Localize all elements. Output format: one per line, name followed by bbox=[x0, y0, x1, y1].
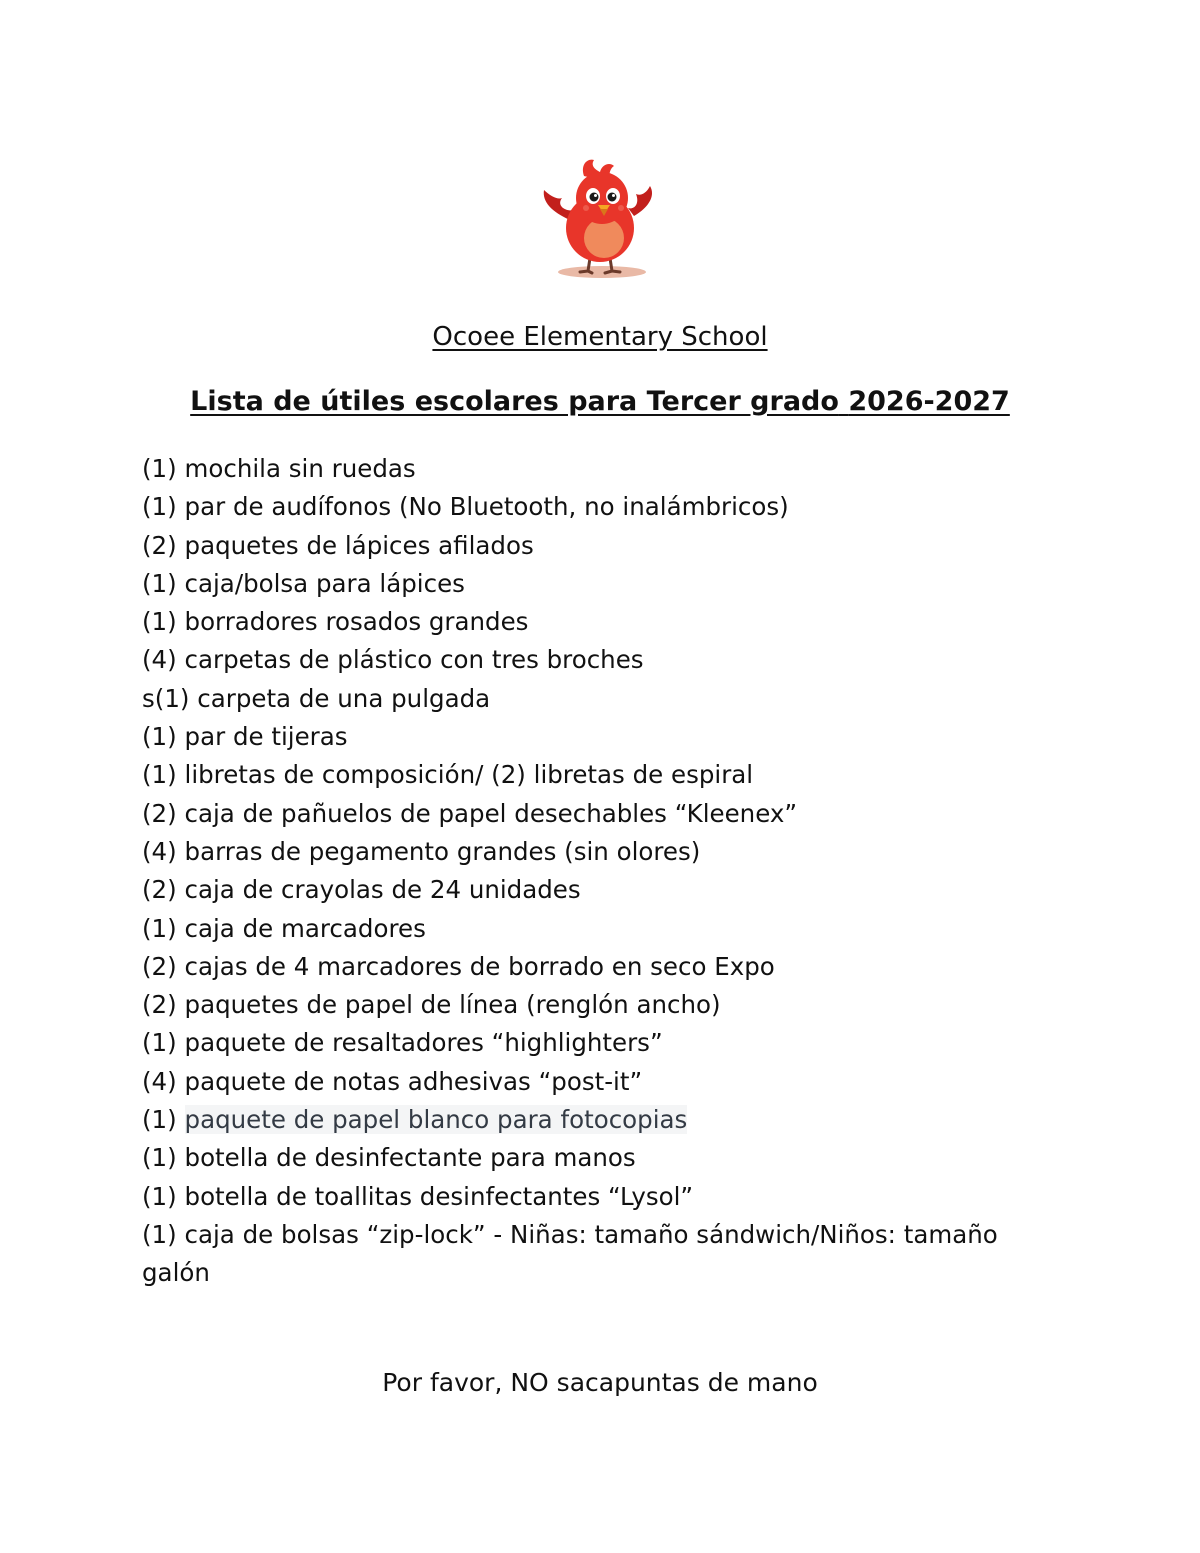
item-description: borradores rosados grandes bbox=[184, 607, 529, 637]
item-quantity: (1) bbox=[142, 607, 177, 637]
school-year: 2026-2027 bbox=[848, 386, 1010, 417]
item-description: carpeta de una pulgada bbox=[197, 683, 491, 713]
list-item bbox=[142, 488, 1042, 526]
item-description: botella de toallitas desinfectantes “Lysol” bbox=[184, 1181, 694, 1211]
list-item bbox=[142, 1024, 1042, 1062]
item-description: caja de pañuelos de papel desechables “Kleenex” bbox=[184, 798, 798, 828]
item-description: par de tijeras bbox=[184, 722, 348, 752]
item-quantity: (4) bbox=[142, 1066, 177, 1096]
item-quantity: (2) bbox=[142, 530, 177, 560]
item-description: libretas de composición/ (2) libretas de espiral bbox=[184, 760, 754, 790]
item-description: caja de marcadores bbox=[184, 913, 426, 943]
item-description: paquete de resaltadores “highlighters” bbox=[184, 1028, 663, 1058]
list-item bbox=[142, 1101, 1042, 1139]
list-item bbox=[142, 795, 1042, 833]
list-item bbox=[142, 871, 1042, 909]
item-quantity: (2) bbox=[142, 990, 177, 1020]
footer-note: Por favor, NO sacapuntas de mano bbox=[382, 1368, 818, 1397]
list-item bbox=[142, 1139, 1042, 1177]
list-item bbox=[142, 833, 1042, 871]
item-quantity: (1) bbox=[142, 760, 177, 790]
item-description: caja/bolsa para lápices bbox=[184, 568, 465, 598]
list-item bbox=[142, 1063, 1042, 1101]
item-description: barras de pegamento grandes (sin olores) bbox=[184, 836, 701, 866]
item-quantity: (2) bbox=[142, 951, 177, 981]
list-item bbox=[142, 910, 1042, 948]
item-quantity: (4) bbox=[142, 836, 177, 866]
list-item bbox=[142, 603, 1042, 641]
cardinal-bird-mascot-icon bbox=[530, 150, 670, 285]
item-quantity: (1) bbox=[142, 913, 177, 943]
item-description: paquetes de lápices afilados bbox=[184, 530, 534, 560]
item-quantity: (2) bbox=[142, 875, 177, 905]
item-quantity: (1) bbox=[142, 1143, 177, 1173]
item-quantity: (1) bbox=[142, 1181, 177, 1211]
item-quantity: (1) bbox=[142, 722, 177, 752]
item-quantity: (1) bbox=[142, 1028, 177, 1058]
list-item bbox=[142, 565, 1042, 603]
list-item bbox=[142, 641, 1042, 679]
item-description: mochila sin ruedas bbox=[184, 454, 416, 483]
item-description: caja de bolsas “zip-lock” - Niñas: tamaño sándwich/Niños: tamaño galón bbox=[142, 1219, 998, 1288]
item-description: carpetas de plástico con tres broches bbox=[184, 645, 644, 675]
item-quantity: s(1) bbox=[142, 683, 190, 713]
item-description: caja de crayolas de 24 unidades bbox=[184, 875, 581, 905]
supply-list bbox=[142, 450, 1042, 1293]
list-item bbox=[142, 948, 1042, 986]
item-quantity: (1) bbox=[142, 1105, 177, 1135]
list-item bbox=[142, 1216, 1032, 1293]
item-description: paquete de notas adhesivas “post-it” bbox=[184, 1066, 643, 1096]
item-quantity: (1) bbox=[142, 492, 177, 522]
list-title-text: Lista de útiles escolares para Tercer grado bbox=[190, 386, 839, 417]
item-description: cajas de 4 marcadores de borrado en seco Expo bbox=[184, 951, 775, 981]
list-item bbox=[142, 718, 1042, 756]
item-description: paquetes de papel de línea (renglón ancho) bbox=[184, 990, 721, 1020]
list-item bbox=[142, 450, 1042, 488]
item-quantity: (4) bbox=[142, 645, 177, 675]
list-item bbox=[142, 986, 1042, 1024]
item-quantity: (1) bbox=[142, 1219, 177, 1249]
list-item bbox=[142, 756, 1042, 794]
item-description: botella de desinfectante para manos bbox=[184, 1143, 636, 1173]
list-item bbox=[142, 1178, 1042, 1216]
list-item bbox=[142, 680, 1042, 718]
school-name: Ocoee Elementary School bbox=[432, 322, 768, 352]
item-description: par de audífonos (No Bluetooth, no inalámbricos) bbox=[184, 492, 789, 522]
item-quantity: (2) bbox=[142, 798, 177, 828]
list-title bbox=[0, 386, 1200, 417]
list-item bbox=[142, 527, 1042, 565]
item-quantity: (1) bbox=[142, 454, 177, 483]
item-description-highlighted: paquete de papel blanco para fotocopias bbox=[184, 1105, 688, 1135]
item-quantity: (1) bbox=[142, 568, 177, 598]
